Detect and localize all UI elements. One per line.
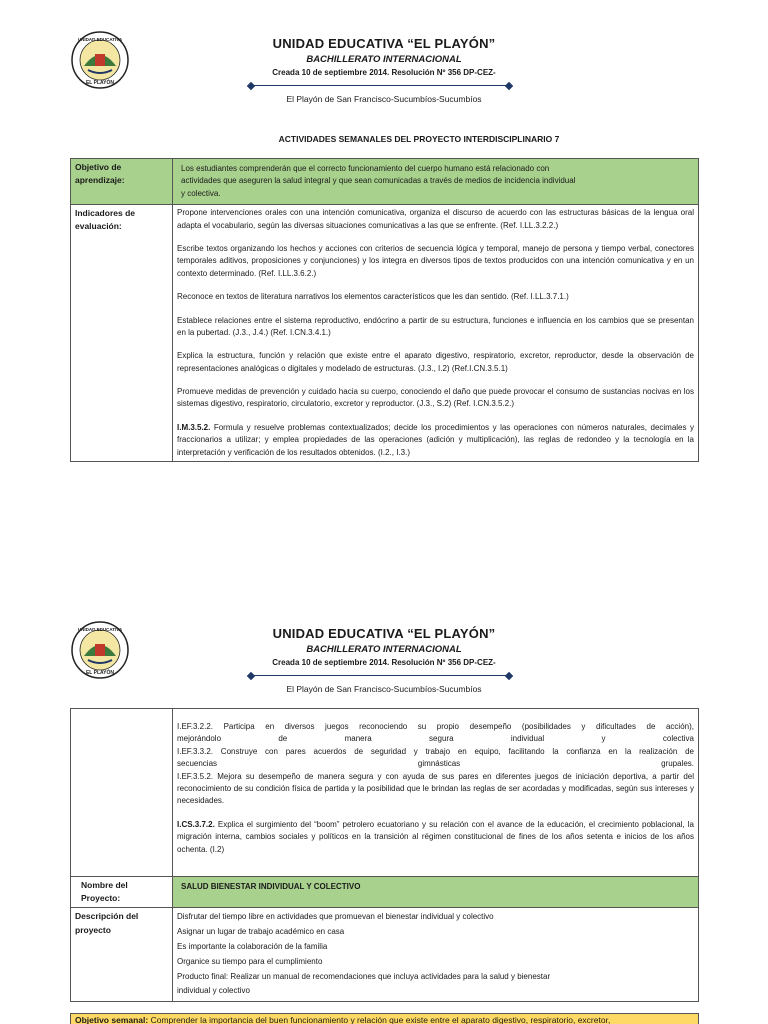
objective-label: Objetivo de aprendizaje: xyxy=(71,159,173,205)
location-line: El Playón de San Francisco-Sucumbíos-Sucumbíos xyxy=(286,684,482,694)
description-row xyxy=(71,908,699,1002)
indicators-row xyxy=(71,205,699,462)
description-line: Asignar un lugar de trabajo académico en casa xyxy=(177,927,345,937)
objective-text xyxy=(173,159,699,205)
indicator-code: I.CS.3.7.2. xyxy=(177,819,215,829)
school-name: UNIDAD EDUCATIVA “EL PLAYÓN” xyxy=(272,36,496,51)
page-header-2 xyxy=(0,620,768,694)
indicator-item: Establece relaciones entre el sistema reproductivo, endócrino a partir de su estructura, funciones e influencia en los cambios que se presentan en la pubertad. (J.3., J.4.) (Ref. I.CN.3.4.1.) xyxy=(177,315,694,337)
empty-label-cell xyxy=(71,709,173,877)
continued-indicators xyxy=(173,709,699,877)
objective-line: y colectiva. xyxy=(181,188,221,198)
indicator-code: I.M.3.5.2. xyxy=(177,422,211,432)
ef-indicator-3: I.EF.3.5.2. Mejora su desempeño de manera segura y con ayuda de sus pares en diferentes juegos de iniciación deportiva, a partir del reconocimiento de su condición física de partida y la posibilidad que le brindan las reglas de ser acordadas y modificadas, según sus intereses y necesidades. xyxy=(177,771,694,806)
cs-indicator xyxy=(177,819,694,856)
objectives-table xyxy=(70,158,699,462)
indicator-item: Reconoce en textos de literatura narrativos los elementos característicos que les dan sentido. (Ref. I.LL.3.7.1.) xyxy=(177,292,569,302)
description-line: Organice su tiempo para el cumplimiento xyxy=(177,956,323,966)
project-name-value: SALUD BIENESTAR INDIVIDUAL Y COLECTIVO xyxy=(173,877,699,908)
description-label: Descripción del proyecto xyxy=(71,908,173,1002)
description-line: Producto final: Realizar un manual de recomendaciones que incluya actividades para la salud y bienestar xyxy=(177,971,551,981)
project-name-label: Nombre del Proyecto: xyxy=(71,877,173,908)
project-name-row xyxy=(71,877,699,908)
page-header-1 xyxy=(0,30,768,104)
school-name: UNIDAD EDUCATIVA “EL PLAYÓN” xyxy=(272,626,496,641)
document-title: ACTIVIDADES SEMANALES DEL PROYECTO INTERDISCIPLINARIO 7 xyxy=(278,134,560,144)
header-divider xyxy=(248,82,512,89)
objective-row xyxy=(71,159,699,205)
creation-note: Creada 10 de septiembre 2014. Resolución Nº 356 DP-CEZ- xyxy=(272,658,496,667)
program-name: BACHILLERATO INTERNACIONAL xyxy=(306,644,462,655)
svg-text:EL PLAYÓN: EL PLAYÓN xyxy=(85,80,115,86)
objective-line: Los estudiantes comprenderán que el correcto funcionamiento del cuerpo humano está relacionado con xyxy=(181,164,550,173)
objective-line: actividades que aseguren la salud integral y que sean comunicadas a través de medios de incidencia individual xyxy=(181,176,576,186)
indicator-text: Explica el surgimiento del “boom” petrolero ecuatoriano y su relación con el avance de la educación, el crecimiento poblacional, la migración interna, cambios sociales y políticos en la transición al régimen constitucional de fines de los años setenta e inicios de los años ochenta. (I.2) xyxy=(177,819,694,854)
ef-indicator-2: I.EF.3.3.2. Construye con pares acuerdos de seguridad y trabajo en equipo, facilitando la confianza en la realización de secuencias gimnásticas grupales. xyxy=(177,746,694,769)
weekly-objective-label: Objetivo semanal: xyxy=(75,1015,149,1024)
indicator-text: Formula y resuelve problemas contextualizados; decide los procedimientos y las operaciones con números naturales, decimales y fraccionarios a utilizar; y emplea propiedades de las operaciones (adición y multiplicación), las reglas de redondeo y la tecnología en la interpretación y verificación de los resultados obtenidos. (I.2., I.3.) xyxy=(177,422,694,457)
description-line: Es importante la colaboración de la familia xyxy=(177,941,328,951)
svg-text:EL PLAYÓN: EL PLAYÓN xyxy=(85,670,115,676)
indicator-item-math xyxy=(177,422,694,459)
indicator-item: Propone intervenciones orales con una intención comunicativa, organiza el discurso de acuerdo con las estructuras básicas de la lengua oral adapta el vocabulario, según las diversas situaciones comunicativas a las que se enfrente. (Ref. I.LL.3.2.2.) xyxy=(177,208,694,230)
indicator-item: Promueve medidas de prevención y cuidado hacia su cuerpo, conociendo el daño que puede provocar el consumo de sustancias nocivas en los sistemas digestivo, respiratorio, circulatorio, excretor y reproductor. (J.3., S.2) (Ref. I.CN.3.5.2.) xyxy=(177,387,694,409)
ef-indicator-1: I.EF.3.2.2. Participa en diversos juegos reconociendo su propio desempeño (posibilidades y dificultades de acción), mejorándolo de manera segura individual y colectiva xyxy=(177,722,694,744)
program-name: BACHILLERATO INTERNACIONAL xyxy=(306,54,462,65)
creation-note: Creada 10 de septiembre 2014. Resolución Nº 356 DP-CEZ- xyxy=(272,68,496,77)
location-line: El Playón de San Francisco-Sucumbíos-Sucumbíos xyxy=(286,94,482,104)
indicator-item: Escribe textos organizando los hechos y acciones con criterios de secuencia lógica y temporal, manejo de persona y tiempo verbal, conectores temporales aditivos, proposiciones y conjunciones) y los integra en diversos tipos de textos producidos con una intención comunicativa y en un contexto determinado. (Ref. I.LL.3.6.2.) xyxy=(177,243,694,278)
weekly-objective-text: Comprender la importancia del buen funcionamiento y relación que existe entre el aparato digestivo, respiratorio, excretor, xyxy=(148,1015,611,1024)
weekly-objective xyxy=(70,1013,699,1024)
description-lines xyxy=(173,908,699,1002)
indicators-label: Indicadores de evaluación: xyxy=(71,205,173,462)
description-line: individual y colectivo xyxy=(177,986,250,996)
header-divider xyxy=(248,672,512,679)
description-line: Disfrutar del tiempo libre en actividades que promuevan el bienestar individual y colectivo xyxy=(177,912,494,922)
continued-indicators-row xyxy=(71,709,699,877)
project-table xyxy=(70,708,699,1002)
svg-text:UNIDAD EDUCATIVA: UNIDAD EDUCATIVA xyxy=(77,37,123,42)
indicator-item: Explica la estructura, función y relación que existe entre el aparato digestivo, respiratorio, excretor, reproductor, desde la observación de representaciones analógicas o digitales y modelado de estructuras. (J.3., I.2) (Ref.I.CN.3.5.1) xyxy=(177,351,694,373)
indicators-list xyxy=(173,205,699,462)
svg-text:UNIDAD EDUCATIVA: UNIDAD EDUCATIVA xyxy=(77,627,123,632)
